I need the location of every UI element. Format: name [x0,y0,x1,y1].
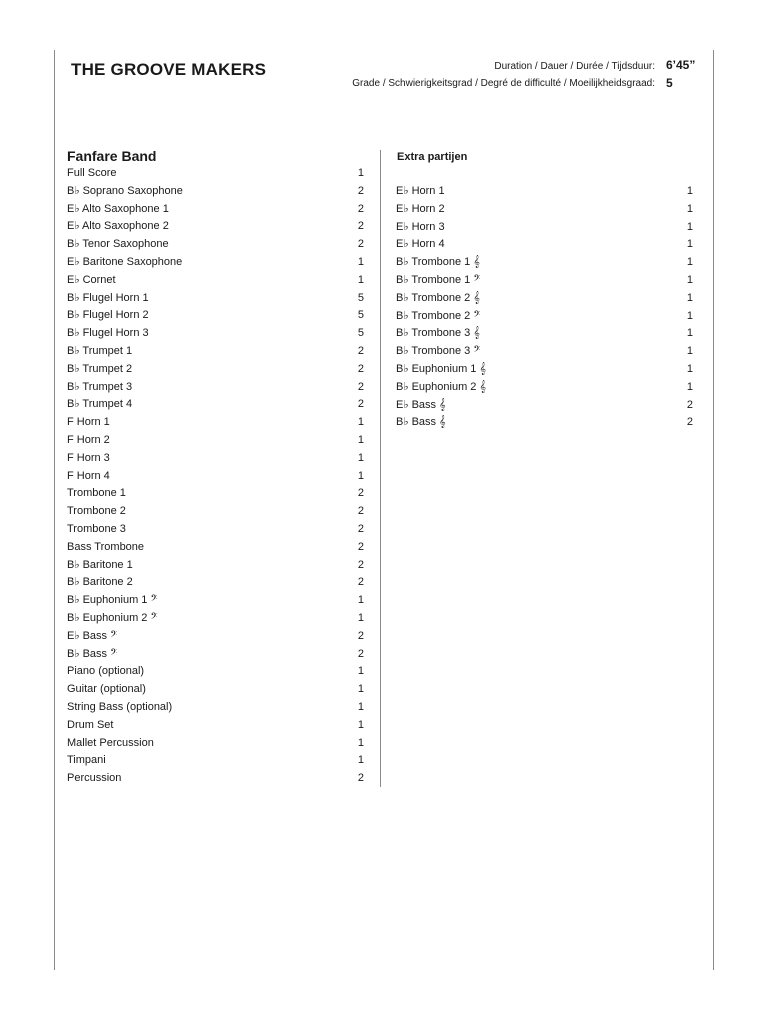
part-name: B♭ Flugel Horn 3 [67,327,149,340]
part-quantity: 1 [357,469,364,482]
part-row [396,343,693,361]
part-quantity: 2 [357,487,364,500]
part-quantity: 1 [686,327,693,340]
part-quantity: 1 [686,345,693,358]
part-quantity: 2 [357,558,364,571]
part-quantity: 1 [686,273,693,286]
part-quantity: 2 [357,184,364,197]
part-row [67,681,364,699]
part-quantity: 2 [357,522,364,535]
part-quantity: 1 [686,220,693,233]
part-quantity: 2 [357,238,364,251]
part-row [67,379,364,397]
part-row [67,770,364,788]
part-row [67,414,364,432]
part-row [67,557,364,575]
part-quantity: 1 [686,380,693,393]
left-border-line [54,50,55,970]
part-name: B♭ Trombone 2 𝄢 [396,309,481,322]
part-name: E♭ Alto Saxophone 2 [67,220,169,233]
part-name: Drum Set [67,718,114,731]
part-row [67,307,364,325]
part-row [67,290,364,308]
part-quantity: 2 [357,772,364,785]
part-quantity: 2 [357,220,364,233]
part-row [67,468,364,486]
part-quantity: 2 [357,576,364,589]
part-name: Bass Trombone [67,540,145,553]
part-quantity: 1 [357,718,364,731]
part-name: B♭ Euphonium 1 𝄢 [67,594,158,607]
part-name: E♭ Cornet [67,273,116,286]
duration-label: Duration / Dauer / Durée / Tijdsduur: [494,61,655,72]
part-quantity: 2 [357,344,364,357]
part-quantity: 1 [357,665,364,678]
part-row [396,254,693,272]
part-row [67,646,364,664]
part-name: B♭ Trombone 2 𝄞 [396,291,480,304]
duration-value: 6’45” [666,58,696,72]
part-row [67,628,364,646]
part-quantity: 1 [686,238,693,251]
part-name: B♭ Baritone 1 [67,558,133,571]
part-name: B♭ Euphonium 2 𝄢 [67,611,158,624]
part-quantity: 1 [686,256,693,269]
part-row [396,290,693,308]
part-row [396,325,693,343]
part-name: B♭ Trombone 3 𝄢 [396,345,481,358]
part-name: B♭ Euphonium 1 𝄞 [396,362,486,375]
part-name: B♭ Trumpet 2 [67,362,133,375]
part-quantity: 1 [357,451,364,464]
part-name: B♭ Euphonium 2 𝄞 [396,380,486,393]
part-quantity: 1 [686,362,693,375]
part-row [67,254,364,272]
part-row [396,183,693,201]
part-row [67,272,364,290]
part-row [396,308,693,326]
part-name: Piano (optional) [67,665,145,678]
part-quantity: 2 [357,380,364,393]
part-quantity: 1 [357,611,364,624]
part-row [67,361,364,379]
part-name: Trombone 1 [67,487,126,500]
part-row [67,236,364,254]
part-quantity: 1 [357,167,364,179]
part-row [396,272,693,290]
part-name: E♭ Horn 1 [396,185,445,197]
part-name: B♭ Trumpet 3 [67,380,133,393]
part-name: Trombone 3 [67,522,126,535]
part-name: B♭ Trumpet 1 [67,344,133,357]
part-name: E♭ Horn 4 [396,238,445,251]
part-quantity: 5 [357,291,364,304]
extra-parts-list [396,183,693,432]
part-name: Mallet Percussion [67,736,154,749]
part-name: F Horn 3 [67,451,110,464]
part-row [67,717,364,735]
part-name: Percussion [67,772,122,785]
part-quantity: 2 [357,629,364,642]
part-row [67,663,364,681]
part-row [67,735,364,753]
part-name: B♭ Trumpet 4 [67,398,133,411]
part-name: B♭ Tenor Saxophone [67,238,169,251]
part-row [67,432,364,450]
part-quantity: 1 [357,700,364,713]
part-quantity: 1 [357,754,364,767]
part-name: B♭ Flugel Horn 1 [67,291,149,304]
part-row [67,396,364,414]
part-row [67,592,364,610]
part-quantity: 2 [357,398,364,411]
part-quantity: 2 [357,540,364,553]
part-quantity: 5 [357,327,364,340]
part-name: E♭ Bass 𝄞 [396,398,446,411]
part-quantity: 1 [357,594,364,607]
extra-parts-heading: Extra partijen [397,151,468,163]
part-name: F Horn 4 [67,469,110,482]
grade-value: 5 [666,76,673,90]
part-row [67,503,364,521]
part-name: B♭ Trombone 3 𝄞 [396,327,480,340]
part-row [396,219,693,237]
part-name: B♭ Trombone 1 𝄞 [396,256,480,269]
grade-label: Grade / Schwierigkeitsgrad / Degré de difficulté / Moeilijkheidsgraad: [352,78,655,89]
part-row [67,521,364,539]
part-row [67,699,364,717]
part-name: E♭ Horn 2 [396,202,445,215]
part-quantity: 2 [686,416,693,429]
part-name: E♭ Baritone Saxophone [67,255,183,268]
part-quantity: 2 [357,202,364,215]
part-quantity: 1 [686,291,693,304]
part-name: B♭ Trombone 1 𝄢 [396,273,481,286]
part-row [67,343,364,361]
part-quantity: 1 [357,255,364,268]
part-row [67,485,364,503]
part-name: Guitar (optional) [67,683,146,696]
part-row [67,325,364,343]
part-row [396,414,693,432]
part-quantity: 2 [357,647,364,660]
part-name: String Bass (optional) [67,700,173,713]
part-row [396,201,693,219]
part-row [67,574,364,592]
part-quantity: 1 [357,416,364,429]
part-row [396,236,693,254]
part-quantity: 1 [357,433,364,446]
part-row [67,201,364,219]
part-quantity: 1 [357,683,364,696]
part-quantity: 2 [686,398,693,411]
fanfare-band-parts-list [67,165,364,788]
part-row [67,752,364,770]
part-name: B♭ Soprano Saxophone [67,184,183,197]
page-title: THE GROOVE MAKERS [71,60,267,79]
part-name: F Horn 2 [67,433,110,446]
part-quantity: 1 [357,736,364,749]
part-name: E♭ Bass 𝄢 [67,629,118,642]
fanfare-band-heading: Fanfare Band [67,148,157,164]
part-quantity: 1 [686,309,693,322]
part-row [396,361,693,379]
part-row [67,450,364,468]
part-quantity: 1 [357,273,364,286]
part-name: Trombone 2 [67,505,126,518]
part-quantity: 1 [686,202,693,215]
part-row [67,610,364,628]
part-name: E♭ Alto Saxophone 1 [67,202,169,215]
part-name: B♭ Baritone 2 [67,576,133,589]
part-row [67,218,364,236]
part-row [67,539,364,557]
part-row [396,397,693,415]
part-name: B♭ Bass 𝄞 [396,416,446,429]
column-divider [380,150,381,787]
part-name: B♭ Bass 𝄢 [67,647,118,660]
part-name: E♭ Horn 3 [396,220,445,233]
right-border-line [713,50,714,970]
part-row [67,183,364,201]
part-quantity: 2 [357,362,364,375]
part-quantity: 5 [357,309,364,322]
part-name: B♭ Flugel Horn 2 [67,309,149,322]
part-quantity: 2 [357,505,364,518]
part-quantity: 1 [686,185,693,197]
part-name: Full Score [67,167,117,179]
part-name: F Horn 1 [67,416,110,429]
part-row [67,165,364,183]
part-row [396,379,693,397]
part-name: Timpani [67,754,106,767]
